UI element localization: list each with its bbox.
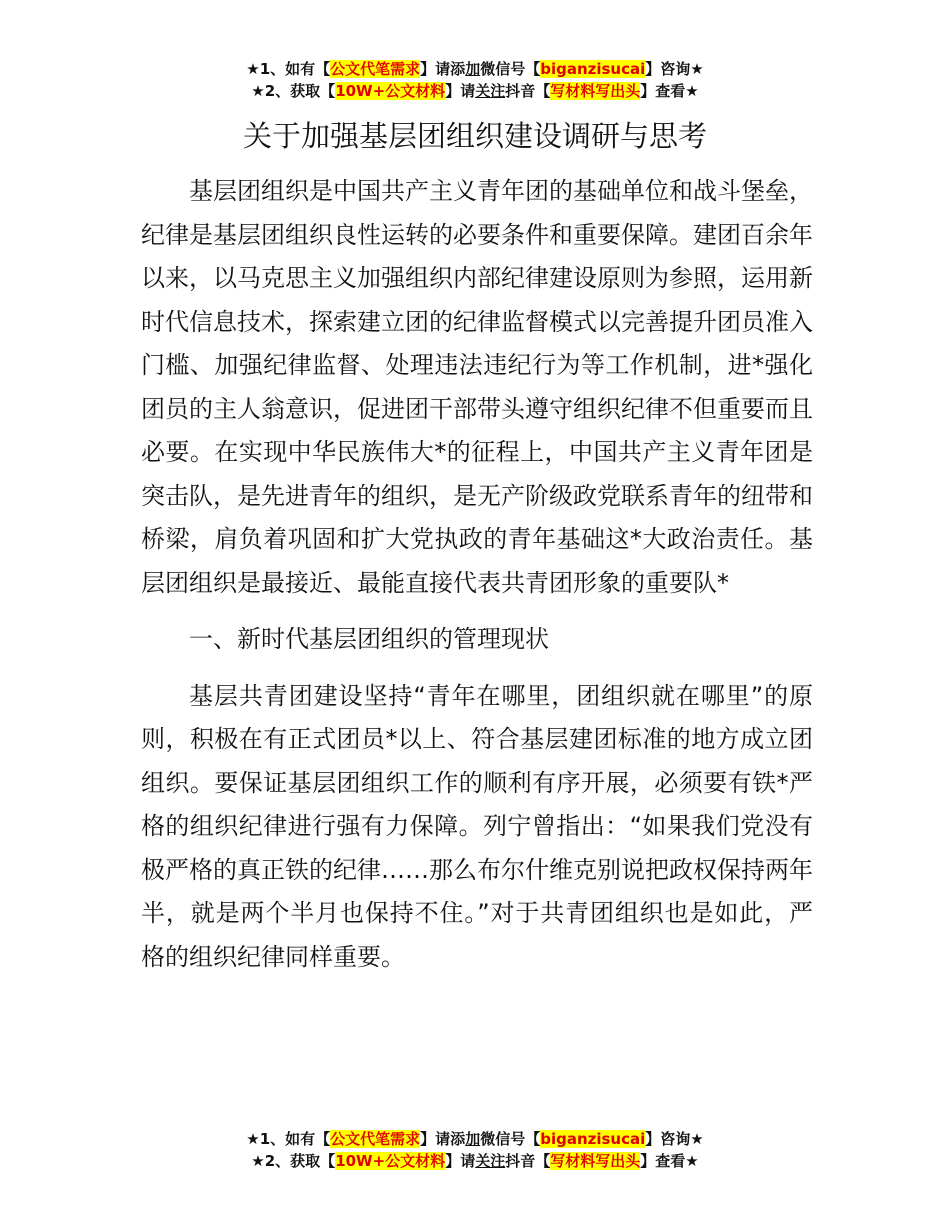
banner-text: 抖音【 — [505, 82, 551, 100]
banner-text: 微信号【 — [480, 1130, 541, 1148]
banner-text: 】查看★ — [640, 1152, 699, 1170]
banner-line-2 — [0, 1150, 950, 1172]
footer-banner — [0, 1128, 950, 1172]
banner-underlined: 关注 — [475, 1152, 506, 1170]
banner-underlined: 关注 — [475, 82, 506, 100]
section-heading: 一、新时代基层团组织的管理现状 — [189, 625, 549, 653]
banner-text: 】请 — [445, 1152, 476, 1170]
banner-line-2 — [0, 80, 950, 102]
banner-underlined: 加 — [465, 60, 481, 78]
banner-highlight: biganzisucai — [540, 60, 646, 78]
banner-text: 】请添 — [420, 60, 466, 78]
banner-line-1 — [0, 58, 950, 80]
banner-text: ★1、如有【 — [246, 1130, 331, 1148]
banner-text: 】请添 — [420, 1130, 466, 1148]
banner-text: 】咨询★ — [645, 1130, 704, 1148]
banner-text: 】查看★ — [640, 82, 699, 100]
banner-line-1 — [0, 1128, 950, 1150]
banner-highlight: biganzisucai — [540, 1130, 646, 1148]
banner-highlight: 公文代笔需求 — [330, 60, 421, 78]
banner-text: ★2、获取【 — [251, 1152, 336, 1170]
document-title: 关于加强基层团组织建设调研与思考 — [242, 119, 707, 153]
banner-text: ★2、获取【 — [251, 82, 336, 100]
banner-text: 】咨询★ — [645, 60, 704, 78]
banner-highlight: 写材料写出头 — [550, 82, 641, 100]
header-banner — [0, 58, 950, 102]
banner-text: 抖音【 — [505, 1152, 551, 1170]
banner-text: ★1、如有【 — [246, 60, 331, 78]
banner-text: 微信号【 — [480, 60, 541, 78]
banner-highlight: 10W+公文材料 — [335, 82, 446, 100]
banner-underlined: 加 — [465, 1130, 481, 1148]
banner-highlight: 公文代笔需求 — [330, 1130, 421, 1148]
banner-highlight: 10W+公文材料 — [335, 1152, 446, 1170]
banner-text: 】请 — [445, 82, 476, 100]
paragraph-intro: 基层团组织是中国共产主义青年团的基础单位和战斗堡垒，纪律是基层团组织良性运转的必要条件和重要保障。建团百余年以来，以马克思主义加强组织内部纪律建设原则为参照，运用新时代信息技术，探索建立团的纪律监督模式以完善提升团员准入门槛、加强纪律监督、处理违法违纪行为等工作机制，进*强化团员的主人翁意识，促进团干部带头遵守组织纪律不但重要而且必要。在实现中华民族伟大*的征程上，中国共产主义青年团是突击队，是先进青年的组织，是无产阶级政党联系青年的纽带和桥梁，肩负着巩固和扩大党执政的青年基础这*大政治责任。基层团组织是最接近、最能直接代表共青团形象的重要队* — [141, 177, 813, 597]
banner-highlight: 写材料写出头 — [550, 1152, 641, 1170]
document-body — [141, 170, 813, 992]
paragraph-section-1: 基层共青团建设坚持“青年在哪里，团组织就在哪里”的原则，积极在有正式团员*以上、符合基层建团标准的地方成立团组织。要保证基层团组织工作的顺利有序开展，必须要有铁*严格的组织纪律进行强有力保障。列宁曾指出：“如果我们党没有极严格的真正铁的纪律……那么布尔什维克别说把政权保持两年半，就是两个半月也保持不住。”对于共青团组织也是如此，严格的组织纪律同样重要。 — [141, 681, 813, 971]
